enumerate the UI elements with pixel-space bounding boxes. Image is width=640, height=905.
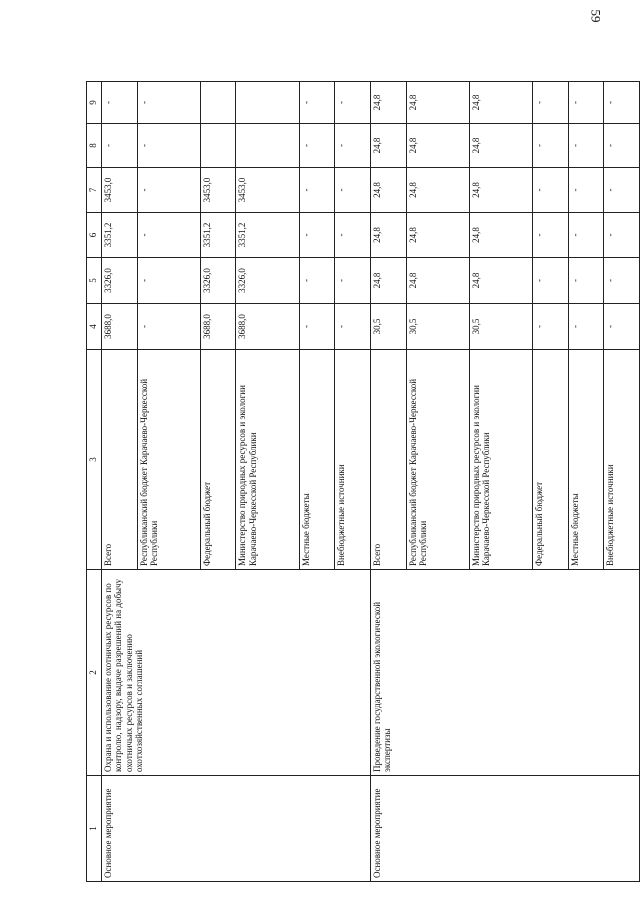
value-cell: - xyxy=(137,258,200,304)
value-cell xyxy=(200,82,236,124)
value-cell: 24,8 xyxy=(406,82,469,124)
value-cell: 3453,0 xyxy=(102,168,138,213)
measure-type-cell: Основное мероприятие xyxy=(370,776,639,882)
value-cell: 3351,2 xyxy=(102,213,138,258)
value-cell: 3688,0 xyxy=(236,304,299,350)
funding-source-cell: Федеральный бюджет xyxy=(200,350,236,570)
value-cell: - xyxy=(533,258,569,304)
value-cell: - xyxy=(568,168,604,213)
value-cell: 24,8 xyxy=(406,258,469,304)
value-cell: - xyxy=(137,82,200,124)
value-cell: - xyxy=(604,258,640,304)
value-cell: - xyxy=(299,124,335,168)
value-cell: - xyxy=(604,304,640,350)
value-cell: - xyxy=(568,82,604,124)
measure-name-cell: Охрана и использование охотничьих ресурсов по контролю, надзору, выдаче разрешений на добычу охотничьих ресурсов и заключению охотхозяйственных соглашений xyxy=(102,570,371,776)
value-cell: - xyxy=(335,168,371,213)
value-cell: - xyxy=(137,168,200,213)
value-cell: 24,8 xyxy=(469,82,532,124)
value-cell: - xyxy=(604,82,640,124)
header-cell: 3 xyxy=(87,350,102,570)
value-cell: - xyxy=(335,124,371,168)
value-cell: - xyxy=(604,213,640,258)
value-cell: 3326,0 xyxy=(200,258,236,304)
value-cell: 24,8 xyxy=(406,213,469,258)
funding-source-cell: Местные бюджеты xyxy=(568,350,604,570)
funding-source-cell: Министерство природных ресурсов и экологии Карачаево-Черкесской Республики xyxy=(469,350,532,570)
value-cell: - xyxy=(533,168,569,213)
value-cell: - xyxy=(568,124,604,168)
header-cell: 7 xyxy=(87,168,102,213)
funding-source-cell: Министерство природных ресурсов и экологии Карачаево-Черкесской Республики xyxy=(236,350,299,570)
value-cell: - xyxy=(335,258,371,304)
value-cell: 24,8 xyxy=(469,213,532,258)
value-cell: 24,8 xyxy=(469,258,532,304)
value-cell: 24,8 xyxy=(406,168,469,213)
value-cell: 3453,0 xyxy=(200,168,236,213)
value-cell: - xyxy=(137,213,200,258)
measure-name-cell: Проведение государственной экологической экспертизы xyxy=(370,570,639,776)
value-cell: - xyxy=(299,213,335,258)
value-cell xyxy=(236,124,299,168)
header-cell: 9 xyxy=(87,82,102,124)
value-cell: 24,8 xyxy=(370,168,406,213)
value-cell: 24,8 xyxy=(370,82,406,124)
value-cell: 24,8 xyxy=(406,124,469,168)
value-cell: - xyxy=(299,304,335,350)
value-cell: - xyxy=(568,213,604,258)
value-cell: 24,8 xyxy=(469,124,532,168)
rotated-page xyxy=(86,82,640,882)
header-cell: 2 xyxy=(87,570,102,776)
value-cell: 3326,0 xyxy=(102,258,138,304)
value-cell: 3326,0 xyxy=(236,258,299,304)
value-cell: - xyxy=(137,304,200,350)
budget-table xyxy=(86,81,640,882)
funding-source-cell: Местные бюджеты xyxy=(299,350,335,570)
value-cell: - xyxy=(299,82,335,124)
value-cell: 24,8 xyxy=(469,168,532,213)
value-cell: 3351,2 xyxy=(236,213,299,258)
value-cell: - xyxy=(533,213,569,258)
value-cell: 24,8 xyxy=(370,124,406,168)
value-cell: 24,8 xyxy=(370,258,406,304)
value-cell: 30,5 xyxy=(406,304,469,350)
value-cell: - xyxy=(604,168,640,213)
value-cell: - xyxy=(533,124,569,168)
value-cell xyxy=(236,82,299,124)
value-cell: - xyxy=(335,82,371,124)
value-cell: - xyxy=(568,258,604,304)
value-cell: 3688,0 xyxy=(200,304,236,350)
value-cell: - xyxy=(137,124,200,168)
table-row xyxy=(102,82,138,882)
header-cell: 5 xyxy=(87,258,102,304)
funding-source-cell: Всего xyxy=(102,350,138,570)
funding-source-cell: Республиканский бюджет Карачаево-Черкесской Республики xyxy=(137,350,200,570)
value-cell: - xyxy=(335,213,371,258)
value-cell: 3453,0 xyxy=(236,168,299,213)
header-cell: 6 xyxy=(87,213,102,258)
header-cell: 1 xyxy=(87,776,102,882)
value-cell: - xyxy=(568,304,604,350)
value-cell: 30,5 xyxy=(469,304,532,350)
value-cell: - xyxy=(299,168,335,213)
value-cell: 30,5 xyxy=(370,304,406,350)
value-cell: - xyxy=(604,124,640,168)
value-cell: 3351,2 xyxy=(200,213,236,258)
value-cell xyxy=(200,124,236,168)
page-number: 59 xyxy=(588,9,604,23)
measure-type-cell: Основное мероприятие xyxy=(102,776,371,882)
value-cell: 3688,0 xyxy=(102,304,138,350)
value-cell: - xyxy=(102,82,138,124)
value-cell: 24,8 xyxy=(370,213,406,258)
value-cell: - xyxy=(299,258,335,304)
value-cell: - xyxy=(533,82,569,124)
value-cell: - xyxy=(335,304,371,350)
funding-source-cell: Республиканский бюджет Карачаево-Черкесской Республики xyxy=(406,350,469,570)
value-cell: - xyxy=(102,124,138,168)
table-row xyxy=(370,82,406,882)
funding-source-cell: Всего xyxy=(370,350,406,570)
funding-source-cell: Федеральный бюджет xyxy=(533,350,569,570)
value-cell: - xyxy=(533,304,569,350)
header-cell: 8 xyxy=(87,124,102,168)
funding-source-cell: Внебюджетные источники xyxy=(604,350,640,570)
funding-source-cell: Внебюджетные источники xyxy=(335,350,371,570)
header-row xyxy=(87,82,102,882)
header-cell: 4 xyxy=(87,304,102,350)
